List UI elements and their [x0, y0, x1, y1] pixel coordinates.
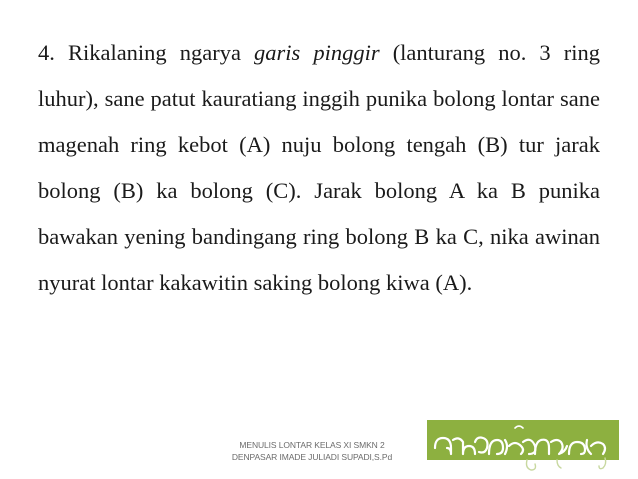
body-paragraph: [38, 30, 600, 306]
paragraph-text-lead: 4. Rikalaning ngarya: [38, 40, 255, 65]
paragraph-text-rest: (lanturang no. 3 ring luhur), sane patut kauratiang inggih punika bolong lontar sane magenah ring kebot (A) nuju bolong tengah (B) tur jarak bolong (B) ka bolong (C). Jarak bolong A ka B punika bawakan yening bandingang ring bolong B ka C, nika awinan nyurat lontar kakawitin saking bolong kiwa (A).: [38, 40, 600, 295]
balinese-script-badge: [427, 420, 619, 460]
balinese-script-icon: [427, 420, 619, 476]
footer-line-2: DENPASAR IMADE JULIADI SUPADI,S.Pd: [231, 452, 393, 462]
italic-term: garis pinggir: [254, 40, 380, 65]
footer-credit: [222, 439, 402, 463]
footer-line-1: MENULIS LONTAR KELAS XI SMKN 2: [239, 440, 385, 450]
